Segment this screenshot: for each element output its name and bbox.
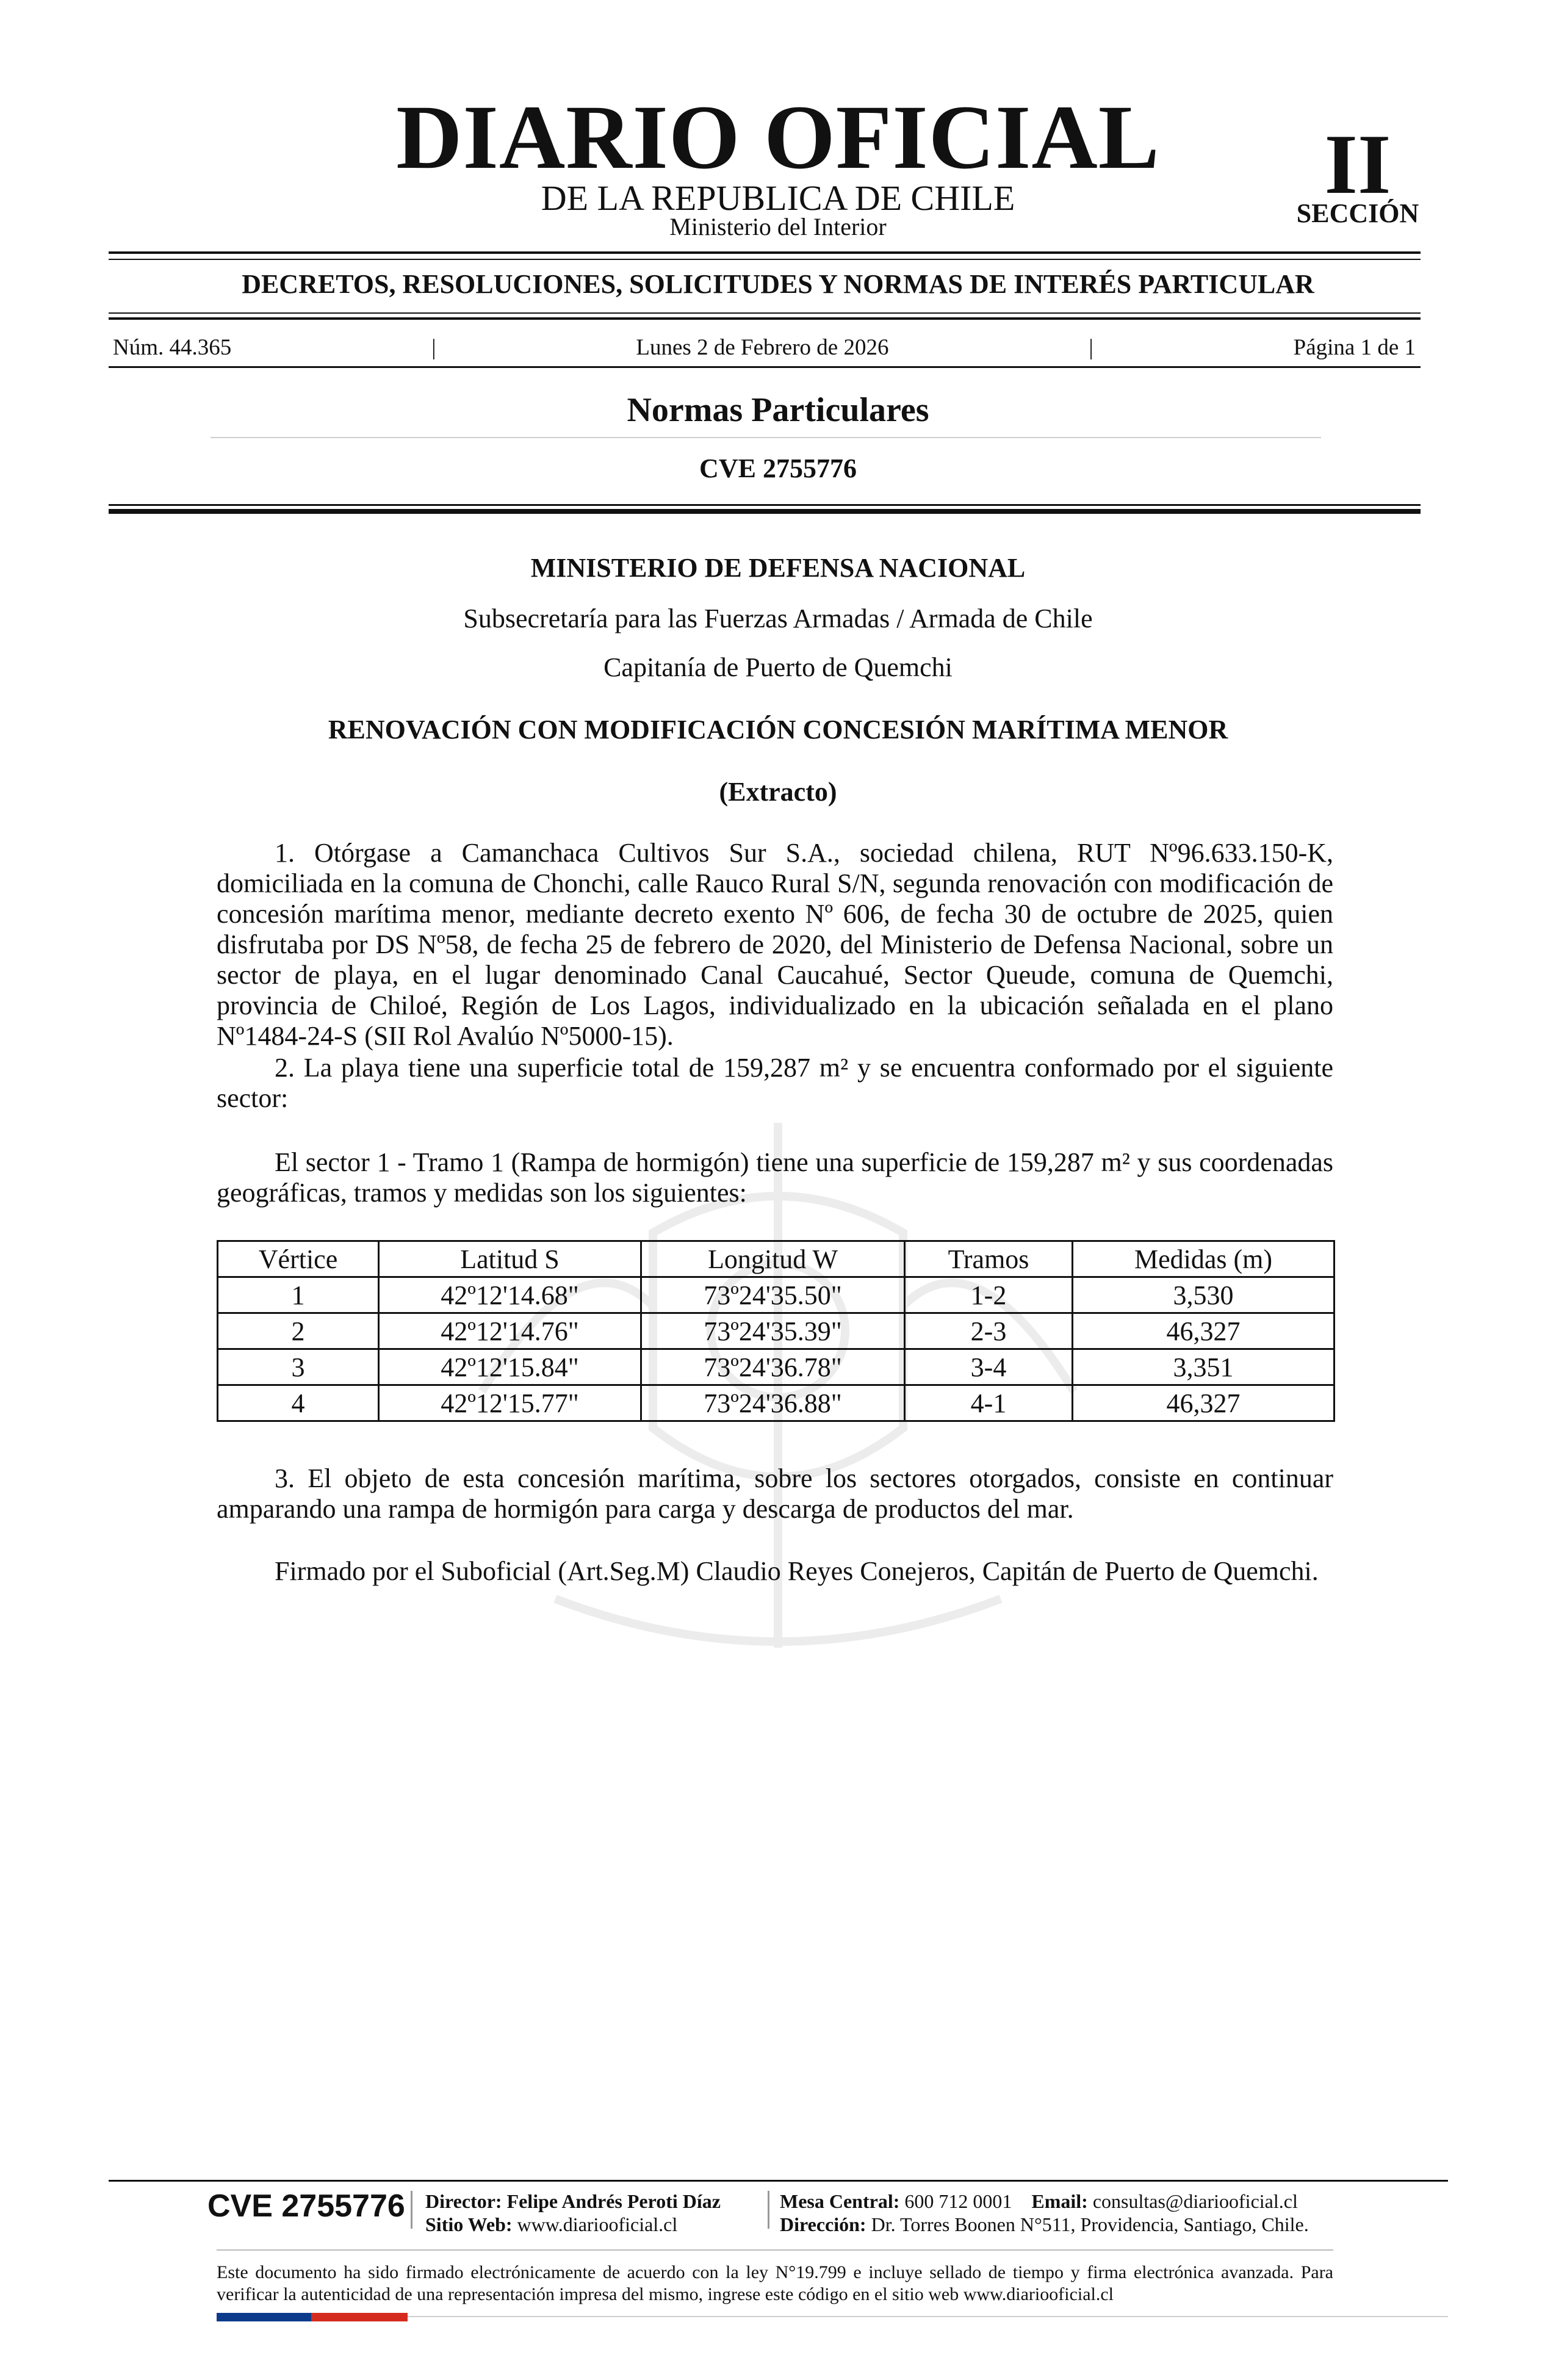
mesa-phone: 600 712 0001 (904, 2190, 1012, 2212)
table-cell: 42º12'14.76" (379, 1313, 641, 1349)
coordinates-table (217, 1240, 1335, 1422)
ministry-heading: MINISTERIO DE DEFENSA NACIONAL (530, 553, 1026, 583)
table-cell: 42º12'15.84" (379, 1349, 641, 1385)
extract-label: (Extracto) (719, 777, 837, 807)
issue-info-bar (113, 334, 1416, 361)
flag-stripe-blue (217, 2313, 311, 2321)
masthead-subtitle: DE LA REPUBLICA DE CHILE (541, 178, 1015, 218)
footer-cve-code: CVE 2755776 (207, 2188, 405, 2224)
masthead-ministry: Ministerio del Interior (669, 213, 887, 240)
table-cell: 1 (218, 1277, 379, 1313)
table-cell: 73º24'35.50" (641, 1277, 905, 1313)
table-header-cell: Latitud S (379, 1241, 641, 1277)
address-value: Dr. Torres Boonen N°511, Providencia, Santiago, Chile. (871, 2213, 1309, 2235)
website-link[interactable]: www.diariooficial.cl (517, 2213, 678, 2235)
email-link[interactable]: consultas@diariooficial.cl (1092, 2190, 1298, 2212)
footer-rule (109, 2180, 1448, 2182)
address-label: Dirección: (780, 2213, 866, 2235)
table-row (218, 1349, 1334, 1385)
info-separator: | (1089, 335, 1093, 360)
table-header-cell: Tramos (905, 1241, 1073, 1277)
table-cell: 73º24'36.88" (641, 1385, 905, 1421)
header-rule (109, 251, 1421, 254)
cve-rule (109, 509, 1421, 514)
cve-code: CVE 2755776 (699, 453, 857, 483)
table-cell: 2 (218, 1313, 379, 1349)
flag-stripe-red (311, 2313, 408, 2321)
footer-director-block (425, 2190, 721, 2236)
footer-bottom-rule (408, 2316, 1448, 2317)
table-cell: 42º12'14.68" (379, 1277, 641, 1313)
header-rule (109, 317, 1421, 320)
capitania-line: Capitanía de Puerto de Quemchi (603, 652, 953, 682)
section-number: II (1324, 117, 1391, 212)
section-title: Normas Particulares (627, 391, 929, 429)
section-label: SECCIÓN (1296, 198, 1419, 228)
header-rule (109, 259, 1421, 260)
issue-number: Núm. 44.365 (113, 335, 232, 360)
table-cell: 3,530 (1073, 1277, 1334, 1313)
table-row (218, 1277, 1334, 1313)
info-separator: | (431, 335, 436, 360)
paragraph-4: 3. El objeto de esta concesión marítima, sobre los sectores otorgados, consiste en continuar amparando una rampa de hormigón para carga y descarga de productos del mar. (217, 1463, 1333, 1524)
header-rule (109, 312, 1421, 314)
paragraph-1: 1. Otórgase a Camanchaca Cultivos Sur S.A., sociedad chilena, RUT Nº96.633.150-K, domiciliada en la comuna de Chonchi, calle Rauco Rural S/N, segunda renovación con modificación de concesión marítima menor, mediante decreto exento Nº 606, de fecha 30 de octubre de 2025, quien disfrutaba por DS Nº58, de fecha 25 de febrero de 2020, del Ministerio de Defensa Nacional, sobre un sector de playa, en el lugar denominado Canal Caucahué, Sector Queude, comuna de Quemchi, provincia de Chiloé, Región de Los Lagos, individualizado en la ubicación señalada en el plano Nº1484-24-S (SII Rol Avalúo Nº5000-15). (217, 838, 1333, 1051)
paragraph-3: El sector 1 - Tramo 1 (Rampa de hormigón) tiene una superficie de 159,287 m² y sus coordenadas geográficas, tramos y medidas son los siguientes: (217, 1147, 1333, 1208)
email-label: Email: (1031, 2190, 1088, 2212)
info-rule (109, 366, 1421, 368)
table-cell: 3,351 (1073, 1349, 1334, 1385)
table-header-cell: Vértice (218, 1241, 379, 1277)
mesa-label: Mesa Central: (780, 2190, 900, 2212)
masthead-title: DIARIO OFICIAL (396, 87, 1160, 188)
verification-note: Este documento ha sido firmado electrónicamente de acuerdo con la ley N°19.799 e incluye sellado de tiempo y firma electrónica avanzada. Para verificar la autenticidad de una representación impresa del mismo, ingrese este código en el sitio web www.diariooficial.cl (217, 2262, 1333, 2304)
subsecretaria-line: Subsecretaría para las Fuerzas Armadas / Armada de Chile (463, 604, 1093, 633)
director-name: Felipe Andrés Peroti Díaz (506, 2190, 721, 2212)
table-header-cell: Longitud W (641, 1241, 905, 1277)
director-label: Director: (425, 2190, 502, 2212)
signature-paragraph: Firmado por el Suboficial (Art.Seg.M) Claudio Reyes Conejeros, Capitán de Puerto de Quemchi. (275, 1556, 1319, 1586)
paragraph-2: 2. La playa tiene una superficie total de 159,287 m² y se encuentra conformado por el siguiente sector: (217, 1053, 1333, 1113)
table-cell: 2-3 (905, 1313, 1073, 1349)
table-row (218, 1385, 1334, 1421)
table-cell: 73º24'35.39" (641, 1313, 905, 1349)
page-indicator: Página 1 de 1 (1293, 335, 1416, 360)
table-cell: 46,327 (1073, 1385, 1334, 1421)
table-header-row (218, 1241, 1334, 1277)
table-cell: 4 (218, 1385, 379, 1421)
website-label: Sitio Web: (425, 2213, 513, 2235)
table-header-cell: Medidas (m) (1073, 1241, 1334, 1277)
table-cell: 46,327 (1073, 1313, 1334, 1349)
footer-divider (768, 2191, 769, 2229)
table-cell: 73º24'36.78" (641, 1349, 905, 1385)
table-cell: 3-4 (905, 1349, 1073, 1385)
table-cell: 1-2 (905, 1277, 1073, 1313)
table-cell: 4-1 (905, 1385, 1073, 1421)
footer-divider (411, 2191, 412, 2229)
footer-note-divider (217, 2249, 1333, 2251)
issue-date: Lunes 2 de Febrero de 2026 (636, 335, 889, 360)
header-strip: DECRETOS, RESOLUCIONES, SOLICITUDES Y NORMAS DE INTERÉS PARTICULAR (242, 269, 1314, 299)
cve-rule (109, 504, 1421, 506)
document-title: RENOVACIÓN CON MODIFICACIÓN CONCESIÓN MARÍTIMA MENOR (328, 715, 1228, 745)
title-divider (211, 437, 1321, 438)
table-cell: 42º12'15.77" (379, 1385, 641, 1421)
table-row (218, 1313, 1334, 1349)
footer-contact-block (780, 2190, 1309, 2236)
table-cell: 3 (218, 1349, 379, 1385)
